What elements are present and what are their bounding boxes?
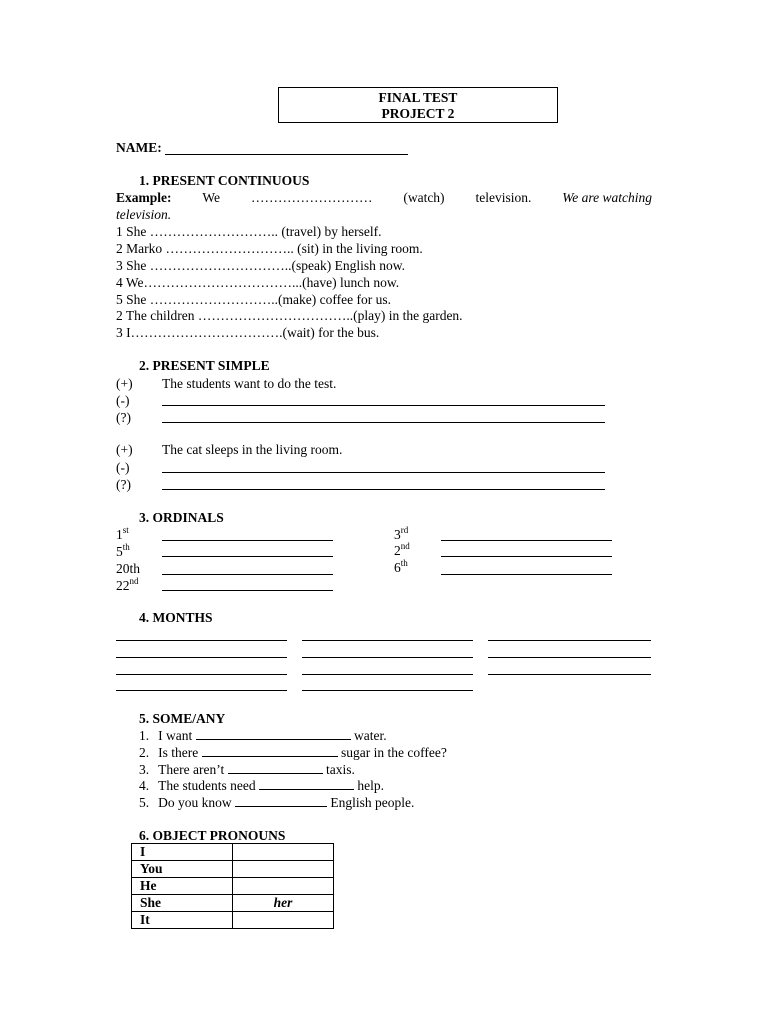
section-2-heading: 2. PRESENT SIMPLE <box>139 358 270 373</box>
some-any-item: 3. There aren’t taxis. <box>139 762 355 777</box>
exercise-item: 2 The children ……………………………..(play) in the garden. <box>116 308 463 323</box>
section-4-heading: 4. MONTHS <box>139 610 213 625</box>
ordinal-label: 3rd <box>394 525 409 542</box>
example-answer: We are watching <box>562 190 652 205</box>
exercise-item: 4 We……………………………...(have) lunch now. <box>116 275 400 290</box>
answer-line-question[interactable] <box>162 489 605 490</box>
object-pronoun-table <box>131 843 334 929</box>
month-answer-line[interactable] <box>302 674 473 675</box>
answer-line-negative[interactable] <box>162 472 605 473</box>
table-row <box>132 844 334 861</box>
ordinal-label: 5th <box>116 542 130 559</box>
subject-pronoun: She <box>132 895 233 912</box>
example-blank: ……………………… <box>250 190 373 205</box>
table-row <box>132 878 334 895</box>
some-any-blank[interactable] <box>235 795 327 807</box>
ordinal-answer-line[interactable] <box>441 556 612 557</box>
ordinal-label: 20th <box>116 561 141 576</box>
exercise-item: 3 I…………………………….(wait) for the bus. <box>116 325 380 340</box>
exercise-item: 1 She ……………………….. (travel) by herself. <box>116 224 382 239</box>
ordinal-label: 2nd <box>394 541 410 558</box>
ordinal-answer-line[interactable] <box>162 590 333 591</box>
month-answer-line[interactable] <box>302 657 473 658</box>
month-answer-line[interactable] <box>488 657 651 658</box>
month-answer-line[interactable] <box>116 690 287 691</box>
name-field[interactable] <box>165 154 408 155</box>
question-marker: (?) <box>116 410 131 425</box>
table-row <box>132 895 334 912</box>
ordinal-answer-line[interactable] <box>441 540 612 541</box>
subject-pronoun: It <box>132 912 233 929</box>
test-title: FINAL TEST <box>378 90 458 105</box>
given-sentence: The cat sleeps in the living room. <box>162 442 343 457</box>
ordinal-answer-line[interactable] <box>162 574 333 575</box>
example-word: television. <box>475 190 532 205</box>
section-1-heading: 1. PRESENT CONTINUOUS <box>139 173 310 188</box>
month-answer-line[interactable] <box>302 640 473 641</box>
answer-line-negative[interactable] <box>162 405 605 406</box>
plus-marker: (+) <box>116 376 133 391</box>
test-title-box <box>278 87 558 123</box>
section-5-heading: 5. SOME/ANY <box>139 711 226 726</box>
table-row <box>132 861 334 878</box>
plus-marker: (+) <box>116 442 133 457</box>
object-pronoun-cell[interactable] <box>233 844 334 861</box>
object-pronoun-cell[interactable] <box>233 912 334 929</box>
some-any-item: 4. The students need help. <box>139 778 384 793</box>
month-answer-line[interactable] <box>116 640 287 641</box>
given-sentence: The students want to do the test. <box>162 376 337 391</box>
month-answer-line[interactable] <box>488 674 651 675</box>
object-pronoun-cell[interactable] <box>233 861 334 878</box>
answer-line-question[interactable] <box>162 422 605 423</box>
some-any-blank[interactable] <box>196 728 351 740</box>
month-answer-line[interactable] <box>302 690 473 691</box>
test-subtitle: PROJECT 2 <box>381 106 455 121</box>
exercise-item: 5 She ………………………..(make) coffee for us. <box>116 292 391 307</box>
question-marker: (?) <box>116 477 131 492</box>
ordinal-answer-line[interactable] <box>441 574 612 575</box>
month-answer-line[interactable] <box>116 657 287 658</box>
section-6-heading: 6. OBJECT PRONOUNS <box>139 828 286 843</box>
minus-marker: (-) <box>116 460 130 475</box>
ordinal-label: 22nd <box>116 576 139 593</box>
example-answer-cont: television. <box>116 207 172 222</box>
object-pronoun-cell[interactable]: her <box>233 895 334 912</box>
example-label: Example: <box>116 190 172 205</box>
example-word: We <box>202 190 221 205</box>
object-pronoun-cell[interactable] <box>233 878 334 895</box>
subject-pronoun: I <box>132 844 233 861</box>
exercise-item: 3 She …………………………..(speak) English now. <box>116 258 405 273</box>
some-any-item: 1. I want water. <box>139 728 387 743</box>
ordinal-answer-line[interactable] <box>162 540 333 541</box>
exercise-item: 2 Marko ……………………….. (sit) in the living room. <box>116 241 423 256</box>
some-any-blank[interactable] <box>228 762 323 774</box>
ordinal-label: 6th <box>394 558 408 575</box>
some-any-item: 2. Is there sugar in the coffee? <box>139 745 447 760</box>
some-any-blank[interactable] <box>259 778 354 790</box>
some-any-item: 5. Do you know English people. <box>139 795 415 810</box>
name-label: NAME: <box>116 140 162 155</box>
some-any-blank[interactable] <box>202 745 338 757</box>
subject-pronoun: You <box>132 861 233 878</box>
month-answer-line[interactable] <box>488 640 651 641</box>
subject-pronoun: He <box>132 878 233 895</box>
ordinal-answer-line[interactable] <box>162 556 333 557</box>
ordinal-label: 1st <box>116 525 129 542</box>
section-3-heading: 3. ORDINALS <box>139 510 224 525</box>
month-answer-line[interactable] <box>116 674 287 675</box>
table-row <box>132 912 334 929</box>
example-verb: (watch) <box>403 190 445 205</box>
minus-marker: (-) <box>116 393 130 408</box>
example-line <box>116 190 652 206</box>
